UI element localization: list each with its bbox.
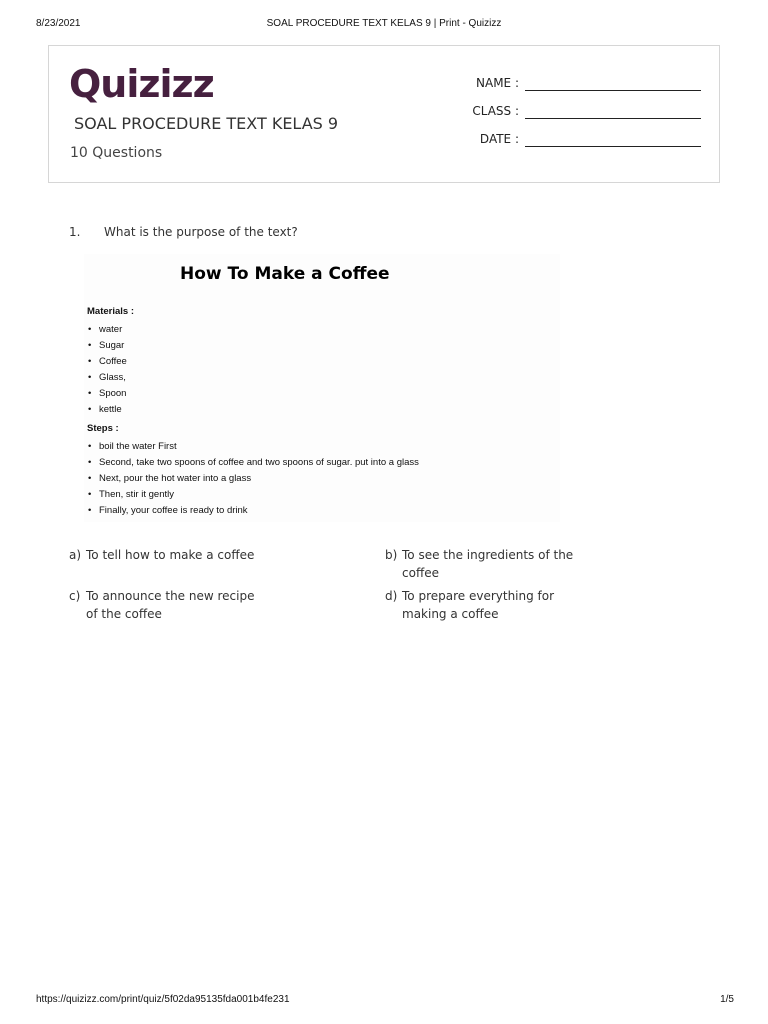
step-item: • Then, stir it gently — [88, 489, 174, 500]
print-url: https://quizizz.com/print/quiz/5f02da95135fda001b4fe231 — [36, 994, 290, 1005]
class-label: CLASS : — [472, 104, 519, 118]
class-field — [469, 104, 709, 122]
question-text: What is the purpose of the text? — [104, 225, 298, 239]
answer-letter: d) — [385, 589, 398, 603]
step-item: • boil the water First — [88, 441, 177, 452]
materials-heading: Materials : — [87, 306, 134, 317]
material-item: • Sugar — [88, 340, 125, 351]
date-line — [525, 146, 701, 147]
question-number: 1. — [69, 225, 81, 239]
quiz-title: SOAL PROCEDURE TEXT KELAS 9 — [74, 114, 339, 133]
print-page-title: SOAL PROCEDURE TEXT KELAS 9 | Print - Quizizz — [266, 18, 502, 29]
question-count: 10 Questions — [70, 145, 163, 161]
answer-letter: a) — [69, 548, 82, 562]
step-item: • Finally, your coffee is ready to drink — [88, 505, 248, 516]
material-item: • Glass, — [88, 372, 126, 383]
quiz-header-box — [48, 45, 720, 183]
answer-letter: b) — [385, 548, 398, 562]
answer-text: To announce the new recipe of the coffee — [86, 589, 255, 621]
answer-text: To tell how to make a coffee — [86, 548, 255, 562]
date-field — [469, 132, 709, 150]
date-label: DATE : — [479, 132, 519, 146]
recipe-image — [84, 254, 560, 522]
steps-heading: Steps : — [87, 423, 119, 434]
material-item: • Coffee — [88, 356, 127, 367]
name-line — [525, 90, 701, 91]
material-item: • kettle — [88, 404, 122, 415]
answer-text: To prepare everything for making a coffee — [402, 589, 555, 621]
quizizz-logo: Quizizz — [69, 62, 214, 106]
name-field — [469, 76, 709, 94]
material-item: • water — [88, 324, 123, 335]
step-item: • Next, pour the hot water into a glass — [88, 473, 252, 484]
class-line — [525, 118, 701, 119]
step-item: • Second, take two spoons of coffee and two spoons of sugar. put into a glass — [88, 457, 419, 468]
recipe-title: How To Make a Coffee — [180, 264, 390, 284]
print-date: 8/23/2021 — [36, 18, 81, 29]
answer-text: To see the ingredients of the coffee — [402, 548, 574, 580]
material-item: • Spoon — [88, 388, 127, 399]
answer-letter: c) — [69, 589, 81, 603]
name-label: NAME : — [476, 76, 519, 90]
print-page-number: 1/5 — [720, 994, 734, 1005]
